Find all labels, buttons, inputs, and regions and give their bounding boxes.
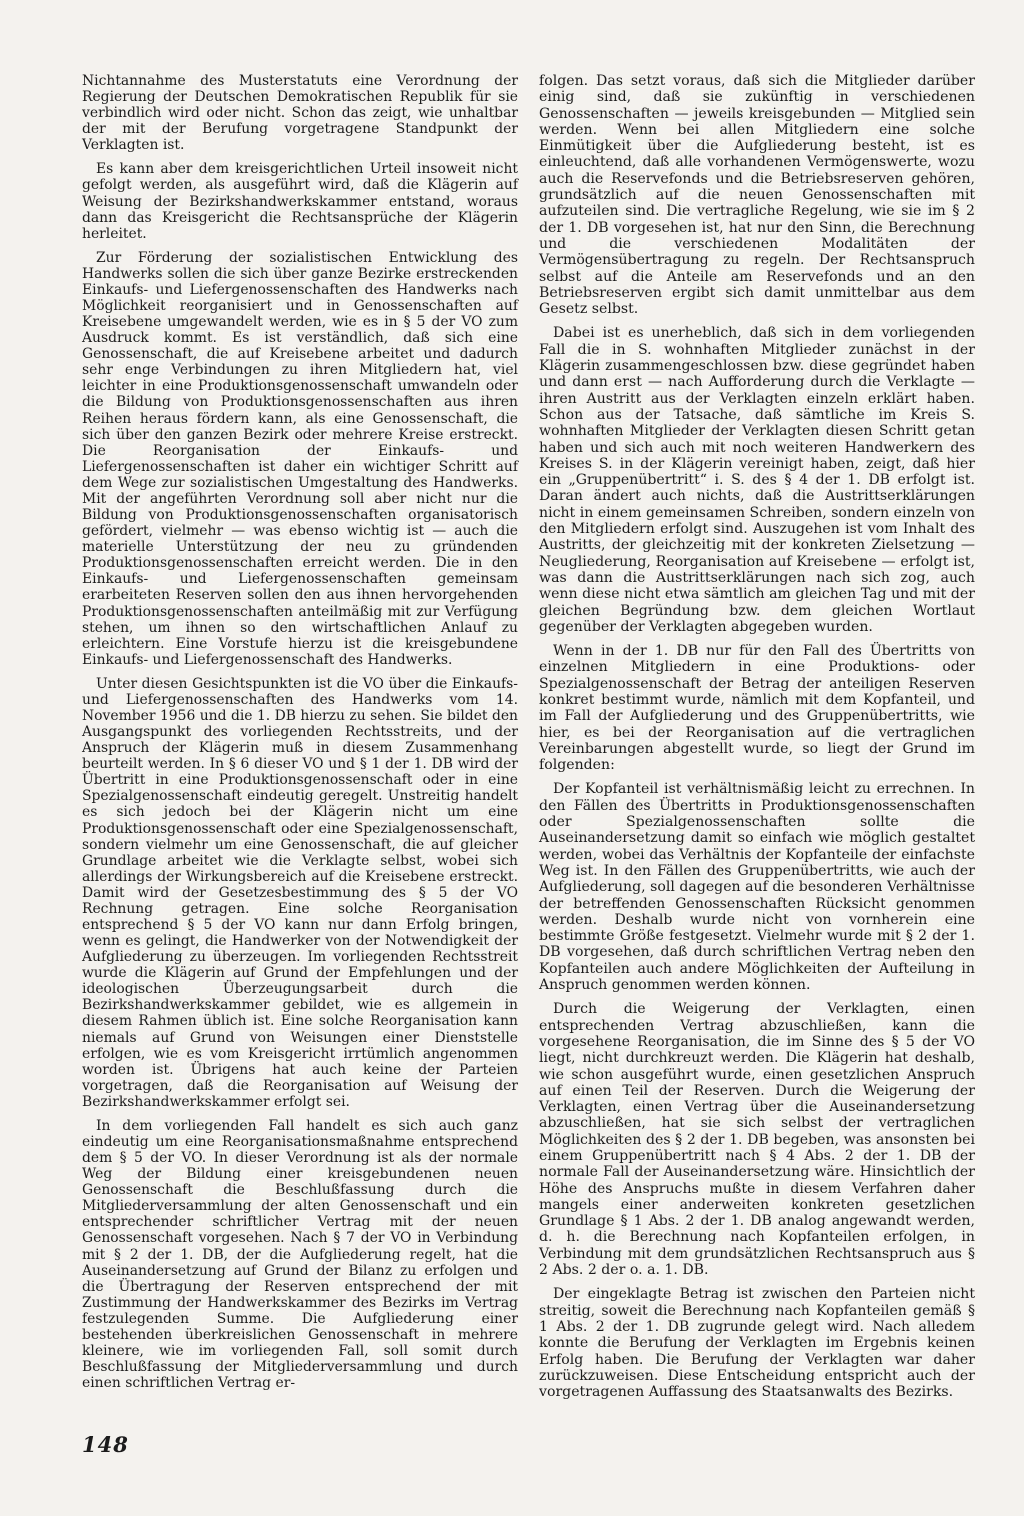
paragraph: Dabei ist es unerheblich, daß sich in dem vorliegenden Fall die in S. wohnhaften Mitglieder zunächst in der Klägerin zusammengeschlossen bzw. diese gegründet haben und dann erst — nach Aufforderung durch die Verklagte — ihren Austritt aus der Verklagten einzeln erklärt haben. Schon aus der Tatsache, daß sämtliche im Kreis S. wohnhaften Mitglieder der Verklagten diesen Schritt getan haben und sich auch mit noch weiteren Handwerkern des Kreises S. in der Klägerin vereinigt haben, zeigt, daß hier ein „Gruppenübertritt“ i. S. des § 4 der 1. DB erfolgt ist. Daran ändert auch nichts, daß die Austrittserklärungen nicht in einem gemeinsamen Schreiben, sondern einzeln von den Mitgliedern erfolgt sind. Auszugehen ist vom Inhalt des Austritts, der gleichzeitig mit der konkreten Zielsetzung — Neugliederung, Reorganisation auf Kreisebene — erfolgt ist, was dann die Austrittserklärungen nach sich zog, auch wenn diese nicht etwa sämtlich am gleichen Tag und mit der gleichen Begründung bzw. dem gleichen Wortlaut gegenüber der Verklagten abgegeben wurden. <box>539 325 975 635</box>
right-column <box>539 73 975 1408</box>
paragraph: Der Kopfanteil ist verhältnismäßig leicht zu errechnen. In den Fällen des Übertritts in Produktionsgenossenschaften oder Spezialgenossenschaften sollte die Auseinandersetzung damit so einfach wie möglich gestaltet werden, wobei das Verhältnis der Kopfanteile der einfachste Weg ist. In den Fällen des Gruppenübertritts, wie auch der Aufgliederung, soll dagegen auf die besonderen Verhältnisse der betreffenden Genossenschaften Rücksicht genommen werden. Deshalb wurde nicht von vornherein eine bestimmte Größe festgesetzt. Vielmehr wurde mit § 2 der 1. DB vorgesehen, daß durch schriftlichen Vertrag neben den Kopfanteilen auch andere Möglichkeiten der Aufteilung in Anspruch genommen werden können. <box>539 781 975 994</box>
left-column <box>82 73 518 1399</box>
paragraph: Unter diesen Gesichtspunkten ist die VO über die Einkaufs- und Liefergenossenschaften des Handwerks vom 14. November 1956 und die 1. DB hierzu zu sehen. Sie bildet den Ausgangspunkt des vorliegenden Rechtsstreits, und der Anspruch der Klägerin muß in diesem Zusammenhang beurteilt werden. In § 6 dieser VO und § 1 der 1. DB wird der Übertritt in eine Produktionsgenossenschaft oder in eine Spezialgenossenschaft eindeutig geregelt. Unstreitig handelt es sich jedoch bei der Klägerin nicht um eine Produktionsgenossenschaft oder eine Spezialgenossenschaft, sondern vielmehr um eine Genossenschaft, die auf gleicher Grundlage arbeitet wie die Verklagte selbst, wobei sich allerdings der Wirkungsbereich auf die Kreisebene erstreckt. Damit wird der Gesetzesbestimmung des § 5 der VO Rechnung getragen. Eine solche Reorganisation entsprechend § 5 der VO kann nur dann Erfolg bringen, wenn es gelingt, die Handwerker von der Notwendigkeit der Aufgliederung zu überzeugen. Im vorliegenden Rechtsstreit wurde die Klägerin auf Grund der Empfehlungen und der ideologischen Überzeugungsarbeit durch die Bezirkshandwerkskammer gebildet, wie es allgemein in diesem Rahmen üblich ist. Eine solche Reorganisation kann niemals auf Grund von Weisungen einer Dienststelle erfolgen, wie es vom Kreisgericht irrtümlich angenommen worden ist. Übrigens hat auch keine der Parteien vorgetragen, daß die Reorganisation auf Weisung der Bezirkshandwerkskammer erfolgt sei. <box>82 675 518 1110</box>
paragraph: folgen. Das setzt voraus, daß sich die Mitglieder darüber einig sind, daß sie zukünftig in verschiedenen Genossenschaften — jeweils kreisgebunden — Mitglied sein werden. Wenn bei allen Mitgliedern eine solche Einmütigkeit über die Aufgliederung besteht, ist es einleuchtend, daß alle vorhandenen Vermögenswerte, wozu auch die Reservefonds und die Betriebsreserven gehören, grundsätzlich auf die neuen Genossenschaften mit aufzuteilen sind. Die vertragliche Regelung, wie sie im § 2 der 1. DB vorgesehen ist, hat nur den Sinn, die Berechnung und die verschiedenen Modalitäten der Vermögensübertragung zu regeln. Der Rechtsanspruch selbst auf die Anteile am Reservefonds und an den Betriebsreserven ergibt sich damit unmittelbar aus dem Gesetz selbst. <box>539 73 975 318</box>
paragraph: Durch die Weigerung der Verklagten, einen entsprechenden Vertrag abzuschließen, kann die vorgesehene Reorganisation, die im Sinne des § 5 der VO liegt, nicht durchkreuzt werden. Die Klägerin hat deshalb, wie schon ausgeführt wurde, einen gesetzlichen Anspruch auf einen Teil der Reserven. Durch die Weigerung der Verklagten, einen Vertrag über die Auseinandersetzung abzuschließen, hat sie sich selbst der vertraglichen Möglichkeiten des § 2 der 1. DB begeben, was ansonsten bei einem Gruppenübertritt nach § 4 Abs. 2 der 1. DB der normale Fall der Auseinandersetzung wäre. Hinsichtlich der Höhe des Anspruchs mußte in diesem Verfahren daher mangels einer anderweiten konkreten gesetzlichen Grundlage § 1 Abs. 2 der 1. DB analog angewandt werden, d. h. die Berechnung nach Kopfanteilen erfolgen, in Verbindung mit dem grundsätzlichen Rechtsanspruch aus § 2 Abs. 2 der o. a. 1. DB. <box>539 1001 975 1279</box>
page-number: 148 <box>82 1432 129 1457</box>
paragraph: Es kann aber dem kreisgerichtlichen Urteil insoweit nicht gefolgt werden, als ausgeführt wird, daß die Klägerin auf Weisung der Bezirkshandwerkskammer entstand, woraus dann das Kreisgericht die Rechtsansprüche der Klägerin herleitet. <box>82 161 518 242</box>
paragraph: Wenn in der 1. DB nur für den Fall des Übertritts von einzelnen Mitgliedern in eine Produktions- oder Spezialgenossenschaft der Betrag der anteiligen Reserven konkret bestimmt wurde, nämlich mit dem Kopfanteil, und im Fall der Aufgliederung und des Gruppenübertritts, wie hier, es bei der Reorganisation auf die vertraglichen Vereinbarungen abgestellt wurde, so liegt der Grund im folgenden: <box>539 643 975 774</box>
paragraph: Zur Förderung der sozialistischen Entwicklung des Handwerks sollen die sich über ganze Bezirke erstreckenden Einkaufs- und Liefergenossenschaften des Handwerks nach Möglichkeit reorganisiert und in Genossenschaften auf Kreisebene umgewandelt werden, wie es in § 5 der VO zum Ausdruck kommt. Es ist verständlich, daß sich eine Genossenschaft, die auf Kreisebene arbeitet und dadurch sehr enge Verbindungen zu ihren Mitgliedern hat, viel leichter in eine Produktionsgenossenschaft umwandeln oder die Bildung von Produktionsgenossenschaften aus ihren Reihen heraus fördern kann, als eine Genossenschaft, die sich über den ganzen Bezirk oder mehrere Kreise erstreckt. Die Reorganisation der Einkaufs- und Liefergenossenschaften ist daher ein wichtiger Schritt auf dem Wege zur sozialistischen Umgestaltung des Handwerks. Mit der angeführten Verordnung soll aber nicht nur die Bildung von Produktionsgenossenschaften organisatorisch gefördert, vielmehr — was ebenso wichtig ist — auch die materielle Unterstützung der neu zu gründenden Produktionsgenossenschaften erreicht werden. Die in den Einkaufs- und Liefergenossenschaften gemeinsam erarbeiteten Reserven sollen den aus ihnen hervorgehenden Produktionsgenossenschaften anteilmäßig mit zur Verfügung stehen, um ihnen so den wirtschaftlichen Anlauf zu erleichtern. Eine Vorstufe hierzu ist die kreisgebundene Einkaufs- und Liefergenossenschaft des Handwerks. <box>82 249 518 668</box>
paragraph: Nichtannahme des Musterstatuts eine Verordnung der Regierung der Deutschen Demokratischen Republik für sie verbindlich wird oder nicht. Schon das zeigt, wie unhaltbar der mit der Berufung vorgetragene Standpunkt der Verklagten ist. <box>82 73 518 154</box>
paragraph: Der eingeklagte Betrag ist zwischen den Parteien nicht streitig, soweit die Berechnung nach Kopfanteilen gemäß § 1 Abs. 2 der 1. DB zugrunde gelegt wird. Nach alledem konnte die Berufung der Verklagten im Ergebnis keinen Erfolg haben. Die Berufung der Verklagten war daher zurückzuweisen. Diese Entscheidung entspricht auch der vorgetragenen Auffassung des Staatsanwalts des Bezirks. <box>539 1286 975 1401</box>
paragraph: In dem vorliegenden Fall handelt es sich auch ganz eindeutig um eine Reorganisationsmaßnahme entsprechend dem § 5 der VO. In dieser Verordnung ist als der normale Weg der Bildung einer kreisgebundenen neuen Genossenschaft die Beschlußfassung durch die Mitgliederversammlung der alten Genossenschaft und ein entsprechender schriftlicher Vertrag mit der neuen Genossenschaft vorgesehen. Nach § 7 der VO in Verbindung mit § 2 der 1. DB, der die Aufgliederung regelt, hat die Auseinandersetzung auf Grund der Bilanz zu erfolgen und die Übertragung der Reserven entsprechend der mit Zustimmung der Handwerkskammer des Bezirks im Vertrag festzulegenden Summe. Die Aufgliederung einer bestehenden überkreislichen Genossenschaft in mehrere kleinere, wie im vorliegenden Fall, soll somit durch Beschlußfassung der Mitgliederversammlung und durch einen schriftlichen Vertrag er- <box>82 1117 518 1392</box>
